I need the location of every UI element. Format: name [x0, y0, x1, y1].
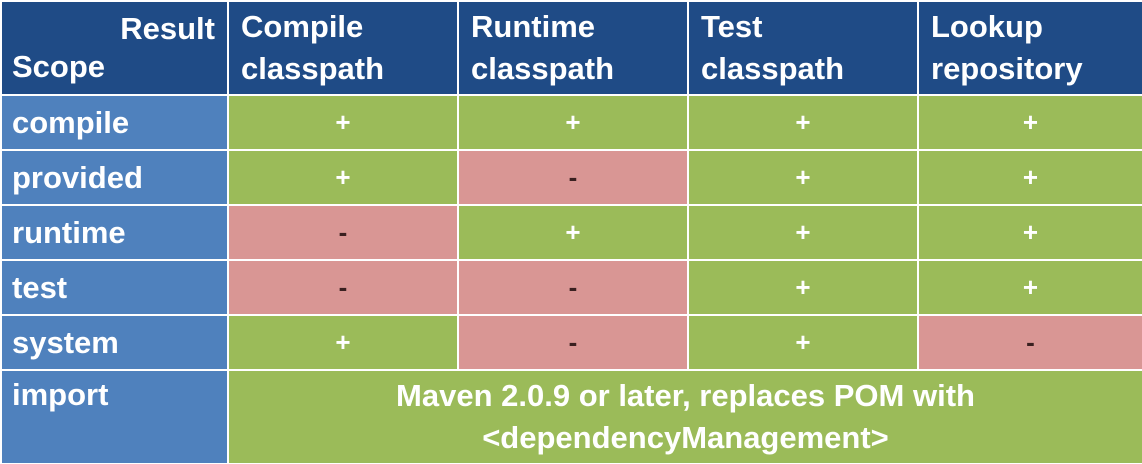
table-cell: +	[228, 315, 458, 370]
table-row-provided	[1, 150, 1142, 205]
table-cell: +	[688, 205, 918, 260]
column-header-line2: classpath	[241, 51, 385, 86]
column-header-line1: Test	[701, 9, 763, 44]
table-cell: -	[458, 315, 688, 370]
table-row-compile	[1, 95, 1142, 150]
table-cell: -	[918, 315, 1142, 370]
scope-label: system	[1, 315, 228, 370]
table-cell: +	[918, 260, 1142, 315]
scope-label: import	[1, 370, 228, 464]
table-row-system	[1, 315, 1142, 370]
corner-header	[1, 1, 228, 95]
table-cell: +	[688, 95, 918, 150]
table-row-test	[1, 260, 1142, 315]
column-header-line2: repository	[931, 51, 1083, 86]
table-row-runtime	[1, 205, 1142, 260]
table-row-import	[1, 370, 1142, 464]
table-cell: +	[918, 205, 1142, 260]
column-header-line1: Compile	[241, 9, 364, 44]
column-header-runtime-classpath	[458, 1, 688, 95]
import-note	[228, 370, 1142, 464]
table-cell: +	[688, 315, 918, 370]
column-header-lookup-repository	[918, 1, 1142, 95]
column-header-line2: classpath	[701, 51, 845, 86]
column-header-compile-classpath	[228, 1, 458, 95]
column-header-line2: classpath	[471, 51, 615, 86]
table-cell: +	[688, 260, 918, 315]
table-cell: -	[458, 150, 688, 205]
table-cell: -	[458, 260, 688, 315]
column-header-line1: Runtime	[471, 9, 595, 44]
table-cell: -	[228, 260, 458, 315]
corner-result-label: Result	[120, 11, 215, 46]
table-cell: +	[458, 95, 688, 150]
scope-label: runtime	[1, 205, 228, 260]
header-row	[1, 1, 1142, 95]
table-cell: +	[918, 150, 1142, 205]
table-cell: -	[228, 205, 458, 260]
column-header-line1: Lookup	[931, 9, 1043, 44]
table-cell: +	[918, 95, 1142, 150]
column-header-test-classpath	[688, 1, 918, 95]
scope-label: test	[1, 260, 228, 315]
table-cell: +	[688, 150, 918, 205]
scope-label: provided	[1, 150, 228, 205]
table-body	[1, 95, 1142, 464]
corner-scope-label: Scope	[12, 49, 106, 84]
scope-label: compile	[1, 95, 228, 150]
import-note-line2: <dependencyManagement>	[482, 420, 889, 455]
import-note-line1: Maven 2.0.9 or later, replaces POM with	[396, 378, 975, 413]
table-cell: +	[228, 150, 458, 205]
table-cell: +	[228, 95, 458, 150]
table-cell: +	[458, 205, 688, 260]
